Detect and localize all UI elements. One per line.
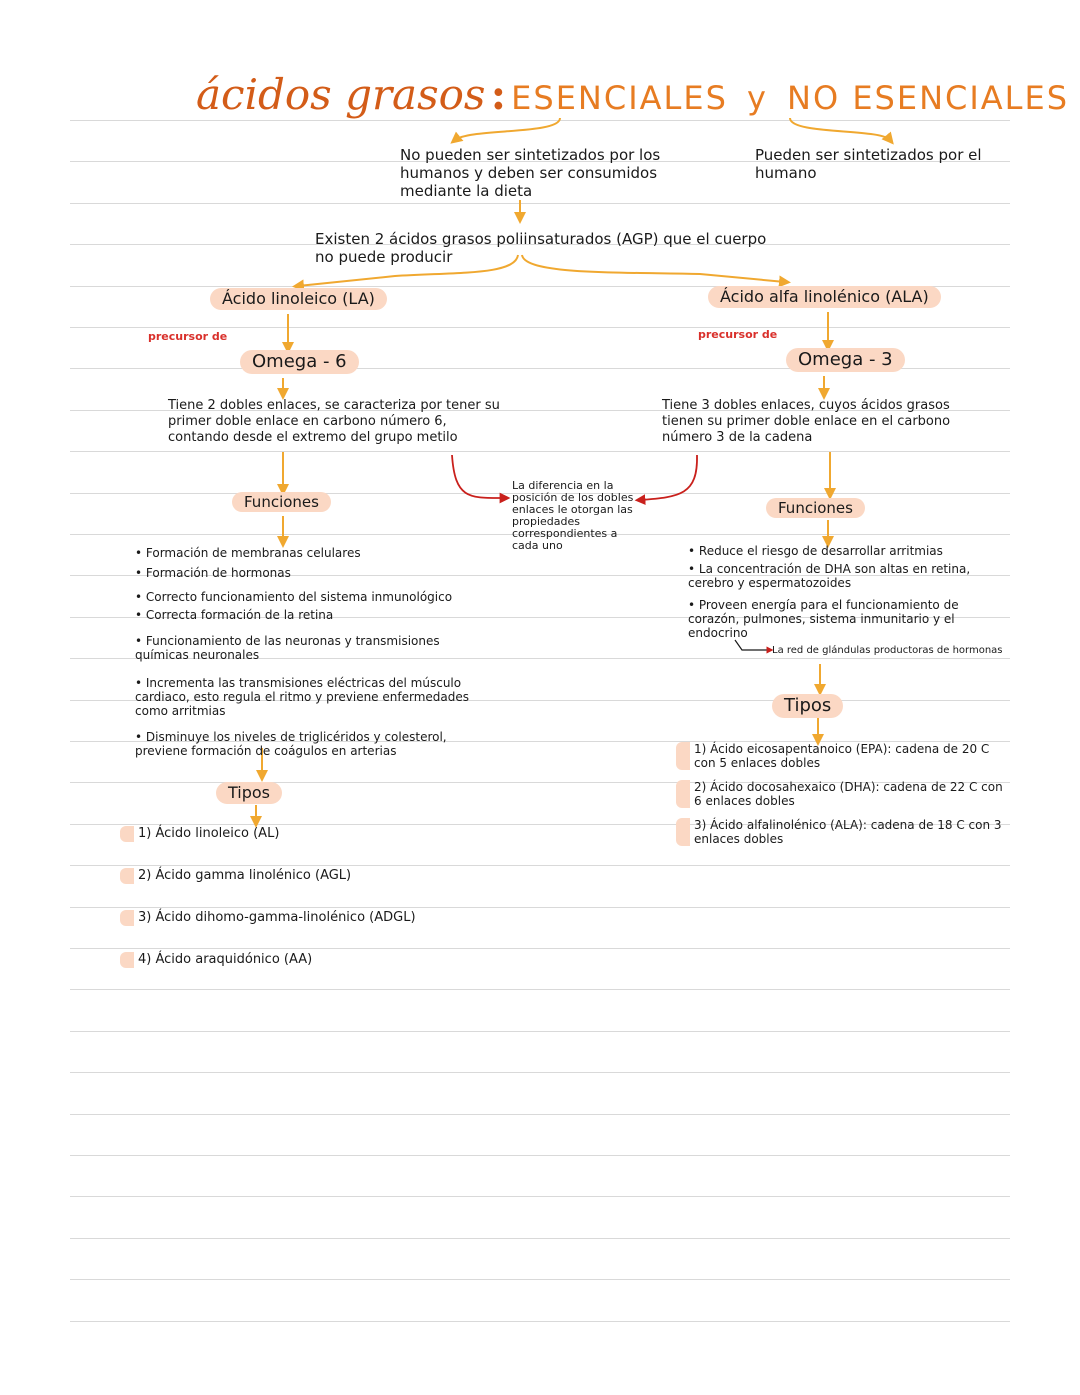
title-esenciales: ESENCIALES [511,79,728,117]
title-script: ácidos grasos [196,70,486,119]
tipo-item: 3) Ácido alfalinolénico (ALA): cadena de 18 C con 3 enlaces dobles [676,818,1006,846]
tipos-left-label: Tipos [216,782,282,804]
title-y: y [746,79,768,117]
tipo-item: 4) Ácido araquidónico (AA) [120,952,480,968]
funciones-right-list [688,544,988,644]
omega-3-description: Tiene 3 dobles enlaces, cuyos ácidos grasos tienen su primer doble enlace en el carbono número 3 de la cadena [662,398,951,445]
intro-text: Existen 2 ácidos grasos poliinsaturados (AGP) que el cuerpo no puede producir [315,230,767,266]
tipos-left-list [120,826,480,994]
tipo-item: 3) Ácido dihomo-gamma-linolénico (ADGL) [120,910,480,926]
funcion-item: • Formación de membranas celulares [135,546,361,560]
tipo-item: 1) Ácido linoleico (AL) [120,826,480,842]
funcion-item: • Incrementa las transmisiones eléctricas del músculo cardiaco, esto regula el ritmo y previene enfermedades como arritmias [135,676,469,718]
funciones-left-label: Funciones [232,492,331,512]
funcion-item: • Proveen energía para el funcionamiento de corazón, pulmones, sistema inmunitario y el endocrino [688,598,959,640]
funcion-item: • Disminuye los niveles de triglicéridos y colesterol, previene formación de coágulos en arterias [135,730,447,758]
funciones-left-list [135,546,470,762]
omega-6-description: Tiene 2 dobles enlaces, se caracteriza por tener su primer doble enlace en carbono número 6, contando desde el extremo del grupo metilo [168,398,500,445]
funcion-item: • Reduce el riesgo de desarrollar arritmias [688,544,943,558]
precursor-left: precursor de [148,330,228,343]
acid-alfa-linolenico: Ácido alfa linolénico (ALA) [708,286,941,308]
endocrino-note: La red de glándulas productoras de hormonas [772,645,1003,656]
center-note: La diferencia en la posición de los dobles enlaces le otorgan las propiedades correspondientes a cada uno [512,479,634,552]
funciones-right-label: Funciones [766,498,865,518]
tipo-item: 1) Ácido eicosapentanoico (EPA): cadena de 20 C con 5 enlaces dobles [676,742,1006,770]
tipo-item: 2) Ácido gamma linolénico (AGL) [120,868,480,884]
tipo-item: 2) Ácido docosahexaico (DHA): cadena de 22 C con 6 enlaces dobles [676,780,1006,808]
funcion-item: • Correcto funcionamiento del sistema inmunológico [135,590,453,604]
page-title [196,70,1069,119]
funcion-item: • Formación de hormonas [135,566,291,580]
acid-linoleico: Ácido linoleico (LA) [210,288,387,310]
title-no-esenciales: NO ESENCIALES [787,79,1070,117]
no-esenciales-definition: Pueden ser sintetizados por el humano [755,146,982,182]
omega-6: Omega - 6 [240,350,359,374]
funcion-item: • La concentración de DHA son altas en retina, cerebro y espermatozoides [688,562,971,590]
omega-3: Omega - 3 [786,348,905,372]
funcion-item: • Funcionamiento de las neuronas y transmisiones químicas neuronales [135,634,440,662]
tipos-right-label: Tipos [772,694,843,718]
title-colon: : [490,70,507,119]
tipos-right-list [676,742,1006,856]
precursor-right: precursor de [698,328,778,341]
funcion-item: • Correcta formación de la retina [135,608,334,622]
esenciales-definition: No pueden ser sintetizados por los humanos y deben ser consumidos mediante la dieta [400,146,661,200]
